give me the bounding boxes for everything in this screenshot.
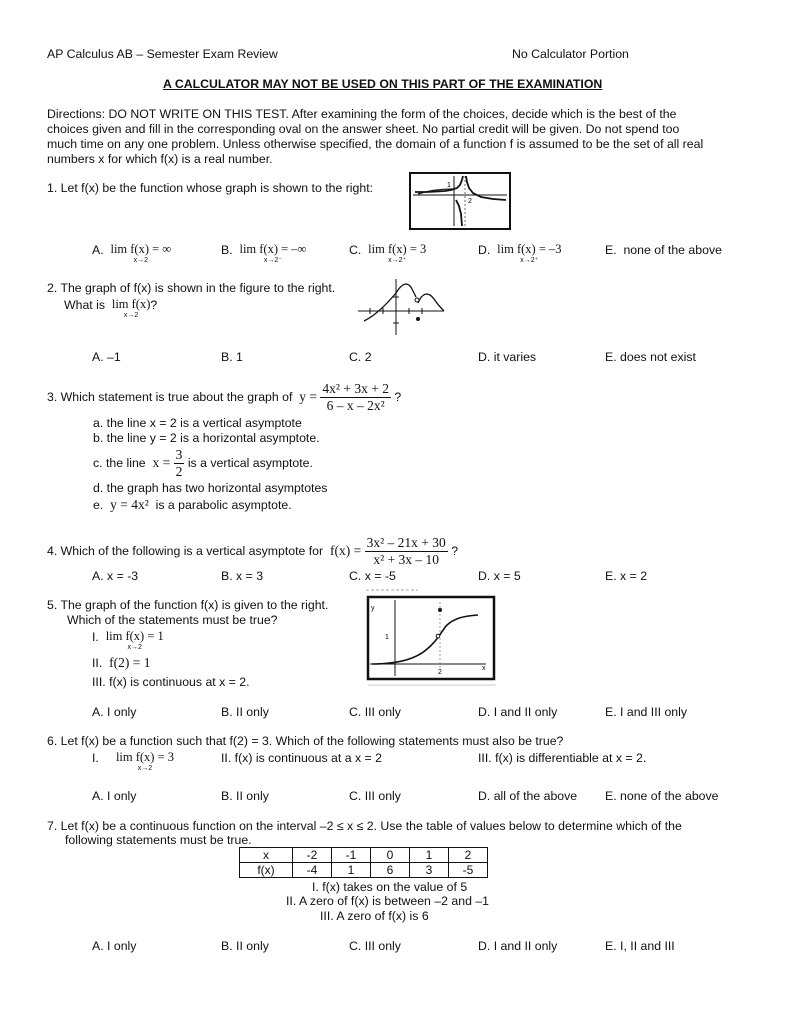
q4-choice-a[interactable]: A. x = -3 — [92, 569, 139, 583]
q3-stem: 3. Which statement is true about the graph of y = $\frac{\text{4x² + 3x + 2}}{\text{6 – x – 2x²}}$ ? — [47, 381, 402, 413]
q1-choice-b[interactable]: B. lim f(x) = –∞ x→2⁻ — [221, 242, 307, 264]
q6-statement-iii: III. f(x) is differentiable at x = 2. — [478, 751, 647, 765]
q2-stem: 2. The graph of f(x) is shown in the figure to the right. — [47, 281, 336, 295]
doc-title: AP Calculus AB – Semester Exam Review — [47, 47, 278, 61]
table-cell: -2 — [293, 848, 332, 863]
table-cell: -4 — [293, 863, 332, 878]
directions-line-4: numbers x for which f(x) is a real number. — [47, 152, 273, 166]
q1-stem: 1. Let f(x) be the function whose graph is shown to the right: — [47, 181, 374, 195]
q5-statement-iii: III. f(x) is continuous at x = 2. — [92, 675, 250, 689]
table-cell: -5 — [449, 863, 488, 878]
q2-graph — [356, 275, 448, 337]
q7-statement-iii: III. A zero of f(x) is 6 — [320, 909, 429, 923]
table-cell: 0 — [371, 848, 410, 863]
q6-choice-a[interactable]: A. I only — [92, 789, 137, 803]
q4-choice-e[interactable]: E. x = 2 — [605, 569, 648, 583]
table-cell: 2 — [449, 848, 488, 863]
q1-graph — [409, 172, 511, 230]
table-cell: -1 — [332, 848, 371, 863]
directions-line-2: choices given and fill in the corresponding oval on the answer sheet. No partial credit will be given. Do not spend too — [47, 122, 680, 136]
q5-choice-e[interactable]: E. I and III only — [605, 705, 688, 719]
q7-stem2: following statements must be true. — [65, 833, 252, 847]
q3-option-a: a. the line x = 2 is a vertical asymptote — [93, 416, 302, 430]
q3-option-d: d. the graph has two horizontal asymptotes — [93, 481, 328, 495]
table-cell: 1 — [410, 848, 449, 863]
q3-option-c: c. the line x = $\frac{3}{2}$ is a vertical asymptote. — [93, 447, 313, 479]
directions-line-1: Directions: DO NOT WRITE ON THIS TEST. After examining the form of the choices, decide which is the best of the — [47, 107, 677, 121]
table-row — [240, 848, 488, 863]
q2-choice-c[interactable]: C. 2 — [349, 350, 372, 364]
q6-statement-i: I. lim f(x) = 3 x→2 — [92, 750, 175, 772]
q1-choice-d[interactable]: D. lim f(x) = –3 x→2⁺ — [478, 242, 562, 264]
q5-choice-d[interactable]: D. I and II only — [478, 705, 558, 719]
q5-choice-c[interactable]: C. III only — [349, 705, 401, 719]
g5-label-y: y — [371, 605, 375, 612]
table-row — [240, 863, 488, 878]
q7-stem: 7. Let f(x) be a continuous function on the interval –2 ≤ x ≤ 2. Use the table of values below to determine which of the — [47, 819, 682, 833]
q7-values-table — [239, 847, 488, 878]
q2-stem2: What is lim f(x) x→2 ? — [64, 297, 158, 319]
g5-label-2: 2 — [438, 669, 442, 676]
q2-choice-a[interactable]: A. –1 — [92, 350, 121, 364]
q7-statement-i: I. f(x) takes on the value of 5 — [312, 880, 468, 894]
q3-option-e: e. y = 4x² is a parabolic asymptote. — [93, 497, 292, 512]
table-cell: 6 — [371, 863, 410, 878]
table-cell: 3 — [410, 863, 449, 878]
q4-choice-b[interactable]: B. x = 3 — [221, 569, 264, 583]
g1-label-1: 1 — [447, 182, 451, 189]
doc-subtitle: No Calculator Portion — [512, 47, 629, 61]
table-cell: f(x) — [240, 863, 293, 878]
q6-stem: 6. Let f(x) be a function such that f(2) = 3. Which of the following statements must also be true? — [47, 734, 564, 748]
q1-choice-a[interactable]: A. lim f(x) = ∞ x→2 — [92, 242, 172, 264]
q5-stem2: Which of the statements must be true? — [67, 613, 278, 627]
q1-choice-e[interactable]: E. none of the above — [605, 243, 722, 257]
q5-stem: 5. The graph of the function f(x) is given to the right. — [47, 598, 329, 612]
g1-label-2: 2 — [468, 198, 472, 205]
q6-statement-ii: II. f(x) is continuous at a x = 2 — [221, 751, 382, 765]
q6-choice-b[interactable]: B. II only — [221, 789, 269, 803]
q7-choice-b[interactable]: B. II only — [221, 939, 269, 953]
q1-choice-c[interactable]: C. lim f(x) = 3 x→2⁺ — [349, 242, 427, 264]
q5-choice-b[interactable]: B. II only — [221, 705, 269, 719]
q2-choice-d[interactable]: D. it varies — [478, 350, 537, 364]
q5-choice-a[interactable]: A. I only — [92, 705, 137, 719]
g5-label-1: 1 — [385, 634, 389, 641]
q4-stem: 4. Which of the following is a vertical asymptote for f(x) = $\frac{\text{3x² – 21x + 30}}{\text{x² + 3x – 10}}$ ? — [47, 535, 459, 567]
q7-choice-d[interactable]: D. I and II only — [478, 939, 558, 953]
q6-choice-d[interactable]: D. all of the above — [478, 789, 578, 803]
q5-statement-ii: II. f(2) = 1 — [92, 655, 151, 670]
table-cell: 1 — [332, 863, 371, 878]
q7-choice-a[interactable]: A. I only — [92, 939, 137, 953]
q4-choice-d[interactable]: D. x = 5 — [478, 569, 521, 583]
banner: A CALCULATOR MAY NOT BE USED ON THIS PART OF THE EXAMINATION — [163, 77, 603, 91]
q6-choice-e[interactable]: E. none of the above — [605, 789, 719, 803]
g5-label-x: x — [482, 665, 486, 672]
q2-choice-b[interactable]: B. 1 — [221, 350, 243, 364]
q7-statement-ii: II. A zero of f(x) is between –2 and –1 — [286, 894, 490, 908]
directions-line-3: much time on any one problem. Unless otherwise specified, the domain of a function f is assumed to be the set of all real — [47, 137, 704, 151]
q5-statement-i: I. lim f(x) = 1 x→2 — [92, 629, 164, 651]
table-cell: x — [240, 848, 293, 863]
q3-option-b: b. the line y = 2 is a horizontal asymptote. — [93, 431, 320, 445]
q4-choice-c[interactable]: C. x = -5 — [349, 569, 396, 583]
q5-graph — [354, 588, 500, 694]
q7-choice-c[interactable]: C. III only — [349, 939, 401, 953]
q2-choice-e[interactable]: E. does not exist — [605, 350, 696, 364]
q7-choice-e[interactable]: E. I, II and III — [605, 939, 675, 953]
q6-choice-c[interactable]: C. III only — [349, 789, 401, 803]
